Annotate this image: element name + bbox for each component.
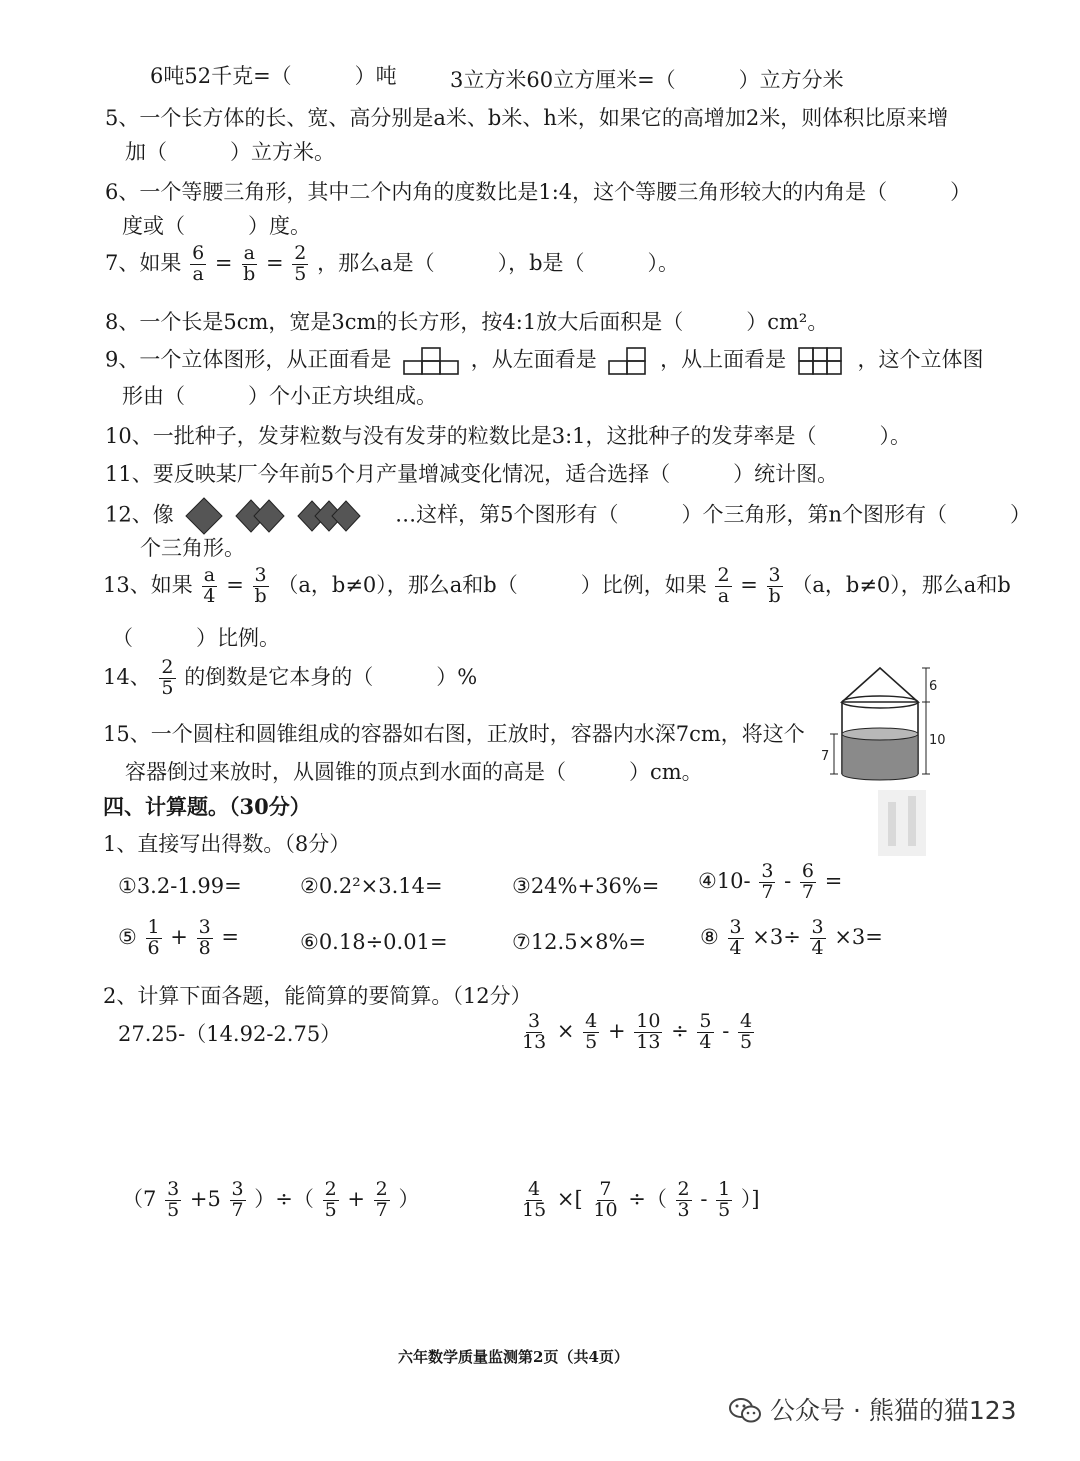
q13-fraction-4: $\frac{3}{b}$: [768, 564, 781, 607]
page-footer: 六年数学质量监测第2页（共4页）: [398, 1348, 629, 1366]
minus-sign: -: [784, 868, 792, 893]
p2-expression-1: 27.25-（14.92-2.75）: [118, 1022, 342, 1046]
p1-item-8-end: ×3=: [834, 924, 883, 949]
q13-line1: [103, 566, 1011, 607]
q12-prefix: 12、像: [105, 502, 174, 527]
p2-e3-fraction-4: $\frac{2}{7}$: [375, 1178, 388, 1221]
section4-title: 四、计算题。（30分）: [103, 794, 311, 819]
q5-line1: 5、一个长方体的长、宽、高分别是a米、b米、h米，如果它的高增加2米，则体积比原来增: [105, 106, 949, 130]
p2-e2-fraction-4: $\frac{5}{4}$: [699, 1010, 712, 1053]
wechat-icon: [728, 1396, 762, 1426]
p2-e4-fraction-3: $\frac{2}{3}$: [677, 1178, 690, 1221]
p2-e4-end: ）]: [740, 1186, 760, 1211]
p2-e2-fraction-1: $\frac{3}{13}$: [522, 1010, 547, 1053]
q7-fraction-2: $\frac{a}{b}$: [243, 242, 256, 285]
water-depth-label: 7: [821, 749, 830, 764]
p1-item-8: [700, 918, 883, 959]
p2-title: 2、计算下面各题，能简算的要简算。（12分）: [103, 984, 532, 1008]
left-view-figure: [607, 346, 649, 376]
cone-height-label: 6: [929, 679, 938, 694]
p2-e3-fraction-2: $\frac{3}{7}$: [231, 1178, 244, 1221]
p2-e4-divide: ÷（: [628, 1186, 667, 1211]
q13-middle: （a，b≠0），那么a和b（ ）比例，如果: [277, 572, 707, 597]
p2-e3-open: （7: [122, 1186, 157, 1211]
front-view-figure: [402, 346, 460, 376]
q4-line-b: 3立方米60立方厘米=（ ）立方分米: [450, 68, 844, 92]
q14-line: [103, 658, 477, 699]
p2-e4-fraction-1: $\frac{4}{15}$: [522, 1178, 547, 1221]
q8-line: 8、一个长是5cm，宽是3cm的长方形，按4:1放大后面积是（ ）cm²。: [105, 310, 829, 334]
p2-e2-fraction-5: $\frac{4}{5}$: [740, 1010, 753, 1053]
equals-sign: =: [226, 572, 244, 597]
q14-suffix: 的倒数是它本身的（ ）%: [184, 664, 478, 689]
minus-sign: -: [722, 1018, 730, 1043]
q10-line: 10、一批种子，发芽粒数与没有发芽的粒数比是3:1，这批种子的发芽率是（ ）。: [105, 424, 912, 448]
triangle-pattern-figure: [184, 496, 384, 536]
q13-prefix: 13、如果: [103, 572, 193, 597]
q13-fraction-3: $\frac{2}{a}$: [717, 564, 730, 607]
p1-item-8-fraction-2: $\frac{3}{4}$: [811, 916, 824, 959]
p1-item-7: ⑦12.5×8%=: [512, 930, 647, 954]
p1-item-2: ②0.2²×3.14=: [300, 874, 443, 898]
p2-e3-fraction-3: $\frac{2}{5}$: [324, 1178, 337, 1221]
q13-end: （a，b≠0），那么a和b: [791, 572, 1011, 597]
watermark: [728, 1396, 1017, 1426]
plus-sign: +: [607, 1018, 626, 1043]
q6-line1: 6、一个等腰三角形，其中二个内角的度数比是1:4，这个等腰三角形较大的内角是（ ）: [105, 180, 972, 204]
q9-line2: 形由（ ）个小正方块组成。: [122, 384, 437, 408]
p2-e4-fraction-2: $\frac{7}{10}$: [593, 1178, 618, 1221]
q13-line2: （ ）比例。: [112, 626, 280, 650]
q11-line: 11、要反映某厂今年前5个月产量增减变化情况，适合选择（ ）统计图。: [105, 462, 839, 486]
q4-line-a: 6吨52千克=（ ）吨: [150, 64, 397, 88]
p2-e3-fraction-1: $\frac{3}{5}$: [167, 1178, 180, 1221]
q14-prefix: 14、: [103, 664, 151, 689]
q15-line2: 容器倒过来放时，从圆锥的顶点到水面的高是（ ）cm。: [125, 760, 703, 784]
q14-fraction: $\frac{2}{5}$: [161, 656, 174, 699]
p1-item-3: ③24%+36%=: [512, 874, 660, 898]
p1-item-5-fraction-2: $\frac{3}{8}$: [198, 916, 211, 959]
p1-item-8-prefix: ⑧: [700, 924, 719, 949]
q13-fraction-2: $\frac{3}{b}$: [254, 564, 267, 607]
p2-expression-4: [518, 1180, 760, 1221]
p1-item-1: ①3.2-1.99=: [118, 874, 242, 898]
q9-line1: [105, 346, 984, 376]
q5-line2: 加（ ）立方米。: [125, 140, 335, 164]
top-view-figure: [797, 346, 847, 376]
equals-sign: =: [214, 250, 233, 275]
q7-fraction-1: $\frac{6}{a}$: [192, 242, 205, 285]
q7-fraction-3: $\frac{2}{5}$: [294, 242, 307, 285]
p2-e4-fraction-4: $\frac{1}{5}$: [718, 1178, 731, 1221]
p1-item-4-fraction-2: $\frac{6}{7}$: [801, 860, 815, 903]
equals-sign: =: [221, 924, 239, 949]
p1-item-4: [698, 862, 842, 903]
plus-sign: +: [347, 1186, 365, 1211]
watermark-text: 公众号 · 熊猫的猫123: [770, 1396, 1017, 1425]
q6-line2: 度或（ ）度。: [122, 214, 311, 238]
q7-prefix: 7、如果: [105, 250, 182, 275]
q9-text-a: 9、一个立体图形，从正面看是: [105, 347, 392, 372]
p1-item-5: [118, 918, 239, 959]
times-sign: ×: [556, 1018, 575, 1043]
minus-sign: -: [700, 1186, 708, 1211]
q12-line1: [105, 496, 1031, 536]
p1-item-5-prefix: ⑤: [118, 924, 137, 949]
p2-e3-close: ）: [398, 1186, 420, 1211]
p1-item-6: ⑥0.18÷0.01=: [300, 930, 448, 954]
p2-e3-plus: +5: [189, 1186, 221, 1211]
p1-item-5-fraction-1: $\frac{1}{6}$: [147, 916, 160, 959]
cylinder-height-label: 10: [929, 733, 946, 748]
equals-sign: =: [266, 250, 284, 275]
equals-sign: =: [824, 868, 843, 893]
q9-text-d: ，这个立体图: [857, 347, 984, 372]
p1-item-4-prefix: ④10-: [698, 868, 751, 893]
p2-e4-times: ×[: [556, 1186, 583, 1211]
p1-item-8-middle: ×3÷: [752, 924, 801, 949]
p2-e3-middle: ）÷（: [254, 1186, 314, 1211]
p1-title: 1、直接写出得数。（8分）: [103, 832, 351, 856]
p2-e2-fraction-2: $\frac{4}{5}$: [585, 1010, 598, 1053]
q9-text-c: ，从上面看是: [660, 347, 787, 372]
q12-line2: 个三角形。: [140, 536, 245, 560]
q9-text-b: ，从左面看是: [470, 347, 597, 372]
q7-line: [105, 244, 679, 285]
p1-item-4-fraction-1: $\frac{3}{7}$: [761, 860, 774, 903]
p2-expression-3: [122, 1180, 419, 1221]
q7-suffix: ，那么a是（ ），b是（ ）。: [317, 250, 680, 275]
cylinder-cone-container-figure: [818, 662, 948, 862]
equals-sign: =: [740, 572, 758, 597]
divide-sign: ÷: [671, 1018, 689, 1043]
p2-expression-2: [518, 1012, 756, 1053]
p2-e2-fraction-3: $\frac{10}{13}$: [636, 1010, 661, 1053]
p1-item-8-fraction-1: $\frac{3}{4}$: [729, 916, 742, 959]
q15-line1: 15、一个圆柱和圆锥组成的容器如右图，正放时，容器内水深7cm，将这个: [103, 722, 805, 746]
q13-fraction-1: $\frac{a}{4}$: [203, 564, 216, 607]
plus-sign: +: [170, 924, 188, 949]
q12-suffix: …这样，第5个图形有（ ）个三角形，第n个图形有（ ）: [395, 502, 1031, 527]
